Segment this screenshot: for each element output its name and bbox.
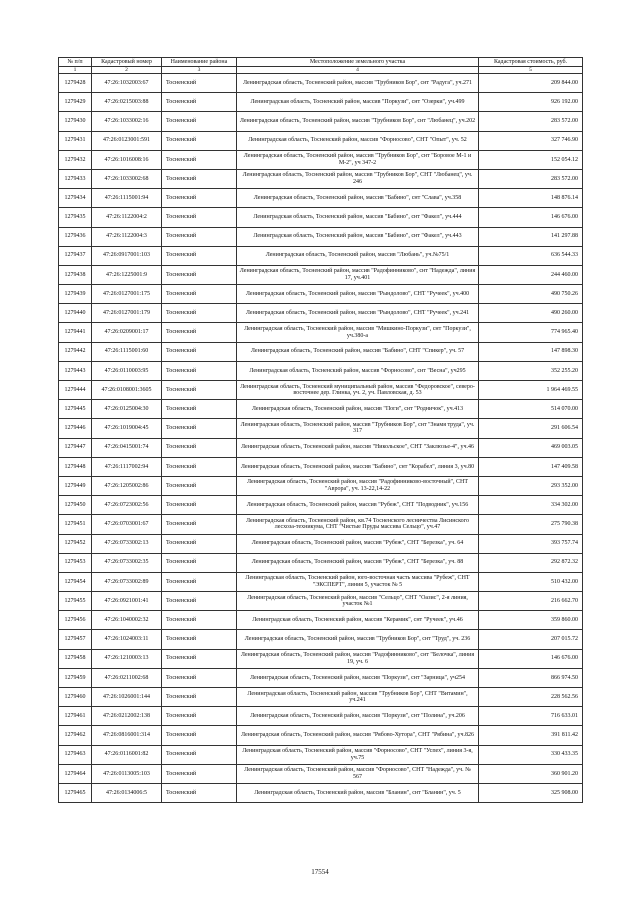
cadastral-table-container: [58, 57, 582, 803]
district-name: Тосненский: [162, 169, 237, 188]
cadastral-value: 152 054.12: [479, 150, 583, 169]
district-name: Тосненский: [162, 707, 237, 726]
cadastral-number: 47:26:0733002:13: [92, 534, 162, 553]
row-number: 1279447: [59, 438, 92, 457]
district-name: Тосненский: [162, 668, 237, 687]
cadastral-value: 490 750.26: [479, 285, 583, 304]
cadastral-value: 209 844.00: [479, 74, 583, 93]
row-number: 1279465: [59, 783, 92, 802]
cadastral-number: 47:26:0116001:82: [92, 745, 162, 764]
row-number: 1279457: [59, 630, 92, 649]
plot-location: Ленинградская область, Тосненский район, массив "Мишкино-Поркузи", снт "Поркузи", уч.380-а: [237, 323, 479, 342]
table-body: [59, 74, 583, 803]
table-row: [59, 745, 583, 764]
plot-location: Ленинградская область, Тосненский район, массив "Форносово", СНТ "Надежда", уч. № 567: [237, 764, 479, 783]
table-row: [59, 668, 583, 687]
column-index: 3: [162, 67, 237, 74]
table-row: [59, 112, 583, 131]
row-number: 1279428: [59, 74, 92, 93]
plot-location: Ленинградская область, Тосненский район, массив "Бабино", снт "Корабел", линия 3, уч.80: [237, 457, 479, 476]
table-row: [59, 189, 583, 208]
row-number: 1279450: [59, 496, 92, 515]
row-number: 1279445: [59, 400, 92, 419]
header-district: Наименование района: [162, 58, 237, 67]
cadastral-value: 293 352.00: [479, 476, 583, 495]
district-name: Тосненский: [162, 304, 237, 323]
plot-location: Ленинградская область, Тосненский муниципальный район, массив "Федоровское", северо-восточнее дер. Глинка, уч. 2, уч. Павловская, д. 53: [237, 381, 479, 400]
district-name: Тосненский: [162, 476, 237, 495]
table-row: [59, 496, 583, 515]
district-name: Тосненский: [162, 112, 237, 131]
cadastral-value: 514 070.00: [479, 400, 583, 419]
cadastral-number: 47:26:0723002:56: [92, 496, 162, 515]
table-row: [59, 764, 583, 783]
plot-location: Ленинградская область, Тосненский район, массив "Поркузи", снт "Зарница", уч254: [237, 668, 479, 687]
district-name: Тосненский: [162, 342, 237, 361]
cadastral-value: 148 876.14: [479, 189, 583, 208]
row-number: 1279442: [59, 342, 92, 361]
table-row: [59, 438, 583, 457]
cadastral-number: 47:26:1122004:2: [92, 208, 162, 227]
plot-location: Ленинградская область, Тосненский район, массив "Рубеж", СНТ "Березка", уч. 64: [237, 534, 479, 553]
plot-location: Ленинградская область, Тосненский район, массив "Бланин", снт "Бланин", уч. 5: [237, 783, 479, 802]
district-name: Тосненский: [162, 265, 237, 284]
cadastral-number: 47:26:1210003:13: [92, 649, 162, 668]
table-row: [59, 457, 583, 476]
cadastral-number: 47:26:0123001:591: [92, 131, 162, 150]
district-name: Тосненский: [162, 592, 237, 611]
row-number: 1279460: [59, 688, 92, 707]
row-number: 1279433: [59, 169, 92, 188]
table-row: [59, 342, 583, 361]
row-number: 1279451: [59, 515, 92, 534]
district-name: Тосненский: [162, 381, 237, 400]
header-location: Местоположение земельного участка: [237, 58, 479, 67]
table-row: [59, 131, 583, 150]
plot-location: Ленинградская область, Тосненский район, кв.74 Тосненского лесничества Лисинского лесхоза-техникума, СНТ "Чистые Пруды массива Сельцо", уч.47: [237, 515, 479, 534]
cadastral-number: 47:26:0110003:95: [92, 361, 162, 380]
district-name: Тосненский: [162, 764, 237, 783]
cadastral-number: 47:26:1033002:68: [92, 169, 162, 188]
row-number: 1279436: [59, 227, 92, 246]
plot-location: Ленинградская область, Тосненский район, массив "Поркузи", снт "Полина", уч.206: [237, 707, 479, 726]
cadastral-value: 244 460.00: [479, 265, 583, 284]
cadastral-number: 47:26:0921001:41: [92, 592, 162, 611]
table-row: [59, 726, 583, 745]
row-number: 1279462: [59, 726, 92, 745]
table-row: [59, 630, 583, 649]
row-number: 1279464: [59, 764, 92, 783]
header-number: № п/п: [59, 58, 92, 67]
plot-location: Ленинградская область, Тосненский район, массив "Трубников Бор", снт "Труд", уч. 236: [237, 630, 479, 649]
cadastral-value: 216 662.70: [479, 592, 583, 611]
cadastral-value: 510 432.00: [479, 572, 583, 591]
cadastral-number: 47:26:1205002:86: [92, 476, 162, 495]
table-row: [59, 419, 583, 438]
row-number: 1279440: [59, 304, 92, 323]
column-index-row: [59, 67, 583, 74]
plot-location: Ленинградская область, Тосненский район, массив "Трубников Бор", снт "Радуга", уч.271: [237, 74, 479, 93]
table-row: [59, 707, 583, 726]
plot-location: Ленинградская область, Тосненский район, массив "Рубеж", СНТ "Подводник", уч.156: [237, 496, 479, 515]
cadastral-number: 47:26:0209001:17: [92, 323, 162, 342]
header-cadastral-value: Кадастровая стоимость, руб.: [479, 58, 583, 67]
row-number: 1279448: [59, 457, 92, 476]
district-name: Тосненский: [162, 611, 237, 630]
row-number: 1279431: [59, 131, 92, 150]
row-number: 1279429: [59, 93, 92, 112]
cadastral-number: 47:26:0211002:68: [92, 668, 162, 687]
cadastral-number: 47:26:0215003:88: [92, 93, 162, 112]
cadastral-number: 47:26:1117002:94: [92, 457, 162, 476]
cadastral-value: 283 572.00: [479, 169, 583, 188]
cadastral-number: 47:26:0113005:103: [92, 764, 162, 783]
row-number: 1279437: [59, 246, 92, 265]
row-number: 1279455: [59, 592, 92, 611]
cadastral-number: 47:26:0125004:30: [92, 400, 162, 419]
district-name: Тосненский: [162, 246, 237, 265]
cadastral-number: 47:26:0917001:103: [92, 246, 162, 265]
cadastral-value: 352 255.20: [479, 361, 583, 380]
plot-location: Ленинградская область, Тосненский район, массив "Бабино", снт "Слава", уч.358: [237, 189, 479, 208]
table-row: [59, 534, 583, 553]
cadastral-value-table: [58, 57, 583, 803]
column-index: 1: [59, 67, 92, 74]
plot-location: Ленинградская область, Тосненский район, массив "Поркузи", снт "Озерки", уч.499: [237, 93, 479, 112]
district-name: Тосненский: [162, 323, 237, 342]
table-row: [59, 74, 583, 93]
cadastral-value: 275 790.38: [479, 515, 583, 534]
plot-location: Ленинградская область, Тосненский район, массив "Форносово", СНТ "Успех", линия 3-я, уч.75: [237, 745, 479, 764]
cadastral-value: 147 409.58: [479, 457, 583, 476]
district-name: Тосненский: [162, 438, 237, 457]
row-number: 1279456: [59, 611, 92, 630]
cadastral-value: 490 260.00: [479, 304, 583, 323]
district-name: Тосненский: [162, 534, 237, 553]
row-number: 1279461: [59, 707, 92, 726]
district-name: Тосненский: [162, 189, 237, 208]
column-index: 4: [237, 67, 479, 74]
row-number: 1279434: [59, 189, 92, 208]
cadastral-value: 469 003.05: [479, 438, 583, 457]
table-row: [59, 323, 583, 342]
row-number: 1279463: [59, 745, 92, 764]
plot-location: Ленинградская область, Тосненский район, массив "Рындолово", СНТ "Ручеек", уч.241: [237, 304, 479, 323]
cadastral-number: 47:26:1019004:45: [92, 419, 162, 438]
district-name: Тосненский: [162, 208, 237, 227]
cadastral-number: 47:26:1024003:11: [92, 630, 162, 649]
cadastral-value: 393 757.74: [479, 534, 583, 553]
plot-location: Ленинградская область, Тосненский район, юго-восточная часть массива "Рубеж", СНТ "ЭКСПЕРТ", линия 5, участок № 5: [237, 572, 479, 591]
cadastral-value: 716 633.01: [479, 707, 583, 726]
cadastral-number: 47:26:1115001:60: [92, 342, 162, 361]
district-name: Тосненский: [162, 553, 237, 572]
cadastral-value: 291 606.54: [479, 419, 583, 438]
district-name: Тосненский: [162, 649, 237, 668]
plot-location: Ленинградская область, Тосненский район, массив "Сельцо", СНТ "Оазис", 2-я линия, участок №1: [237, 592, 479, 611]
table-row: [59, 611, 583, 630]
cadastral-value: 325 908.00: [479, 783, 583, 802]
plot-location: Ленинградская область, Тосненский район, массив "Любань", уч.№75/1: [237, 246, 479, 265]
column-index: 5: [479, 67, 583, 74]
table-row: [59, 246, 583, 265]
plot-location: Ленинградская область, Тосненский район, массив "Трубников Бор", снт "Любанец", уч.202: [237, 112, 479, 131]
district-name: Тосненский: [162, 457, 237, 476]
table-row: [59, 572, 583, 591]
table-row: [59, 285, 583, 304]
cadastral-number: 47:26:0127001:175: [92, 285, 162, 304]
cadastral-number: 47:26:0108001:3605: [92, 381, 162, 400]
cadastral-number: 47:26:0212002:138: [92, 707, 162, 726]
table-row: [59, 304, 583, 323]
plot-location: Ленинградская область, Тосненский район, массив "Радофинниково", снт "Надежда", линия 17, уч.401: [237, 265, 479, 284]
cadastral-number: 47:26:1040002:32: [92, 611, 162, 630]
cadastral-number: 47:26:1122004:3: [92, 227, 162, 246]
cadastral-value: 292 872.32: [479, 553, 583, 572]
district-name: Тосненский: [162, 419, 237, 438]
page-number: 17554: [311, 868, 329, 876]
cadastral-value: 926 192.00: [479, 93, 583, 112]
cadastral-value: 141 297.88: [479, 227, 583, 246]
district-name: Тосненский: [162, 496, 237, 515]
cadastral-number: 47:26:1115001:94: [92, 189, 162, 208]
district-name: Тосненский: [162, 227, 237, 246]
cadastral-value: 391 811.42: [479, 726, 583, 745]
row-number: 1279439: [59, 285, 92, 304]
cadastral-number: 47:26:1225001:9: [92, 265, 162, 284]
plot-location: Ленинградская область, Тосненский район, массив "Трубников Бор", СНТ "Витамин", уч.241: [237, 688, 479, 707]
district-name: Тосненский: [162, 630, 237, 649]
row-number: 1279443: [59, 361, 92, 380]
cadastral-value: 228 562.56: [479, 688, 583, 707]
plot-location: Ленинградская область, Тосненский район, массив "Рындолово", СНТ "Ручеек", уч.400: [237, 285, 479, 304]
row-number: 1279438: [59, 265, 92, 284]
cadastral-value: 1 964 469.55: [479, 381, 583, 400]
table-row: [59, 592, 583, 611]
row-number: 1279432: [59, 150, 92, 169]
plot-location: Ленинградская область, Тосненский район, массив "Радофинниково", снт "Белочка", линия 19, уч. 6: [237, 649, 479, 668]
table-row: [59, 208, 583, 227]
table-row: [59, 688, 583, 707]
plot-location: Ленинградская область, Тосненский район, массив "Форносово", СНТ "Опыт", уч. 52: [237, 131, 479, 150]
table-row: [59, 553, 583, 572]
row-number: 1279446: [59, 419, 92, 438]
cadastral-number: 47:26:1033002:16: [92, 112, 162, 131]
plot-location: Ленинградская область, Тосненский район, массив "Поги", снт "Родничок", уч.413: [237, 400, 479, 419]
cadastral-number: 47:26:1026001:144: [92, 688, 162, 707]
cadastral-value: 146 676.00: [479, 649, 583, 668]
row-number: 1279435: [59, 208, 92, 227]
cadastral-value: 360 901.20: [479, 764, 583, 783]
table-row: [59, 649, 583, 668]
table-row: [59, 361, 583, 380]
district-name: Тосненский: [162, 74, 237, 93]
district-name: Тосненский: [162, 93, 237, 112]
row-number: 1279430: [59, 112, 92, 131]
district-name: Тосненский: [162, 361, 237, 380]
plot-location: Ленинградская область, Тосненский район, массив "Бабино", СНТ "Спикер", уч. 57: [237, 342, 479, 361]
table-row: [59, 381, 583, 400]
cadastral-number: 47:26:0703001:67: [92, 515, 162, 534]
cadastral-value: 147 898.30: [479, 342, 583, 361]
district-name: Тосненский: [162, 285, 237, 304]
plot-location: Ленинградская область, Тосненский район, массив "Трубников Бор", снт "Боровое М-1 и М-2", уч 347-2: [237, 150, 479, 169]
plot-location: Ленинградская область, Тосненский район, массив "Рябово-Хутора", СНТ "Рябина", уч.826: [237, 726, 479, 745]
cadastral-value: 636 544.33: [479, 246, 583, 265]
district-name: Тосненский: [162, 572, 237, 591]
table-row: [59, 515, 583, 534]
table-row: [59, 169, 583, 188]
row-number: 1279459: [59, 668, 92, 687]
cadastral-value: 359 860.00: [479, 611, 583, 630]
cadastral-number: 47:26:0127001:179: [92, 304, 162, 323]
row-number: 1279453: [59, 553, 92, 572]
cadastral-value: 330 433.35: [479, 745, 583, 764]
district-name: Тосненский: [162, 688, 237, 707]
district-name: Тосненский: [162, 783, 237, 802]
plot-location: Ленинградская область, Тосненский район, массив "Бабино", снт "Факел", уч.443: [237, 227, 479, 246]
district-name: Тосненский: [162, 745, 237, 764]
cadastral-value: 146 676.00: [479, 208, 583, 227]
row-number: 1279441: [59, 323, 92, 342]
district-name: Тосненский: [162, 131, 237, 150]
header-cadastral-number: Кадастровый номер: [92, 58, 162, 67]
cadastral-number: 47:26:1016008:16: [92, 150, 162, 169]
plot-location: Ленинградская область, Тосненский район, массив "Радофинниково-восточный", СНТ "Аврора", уч. 13-22,14-22: [237, 476, 479, 495]
cadastral-number: 47:26:0733002:89: [92, 572, 162, 591]
cadastral-value: 334 302.00: [479, 496, 583, 515]
cadastral-value: 283 572.00: [479, 112, 583, 131]
table-header-row: [59, 58, 583, 67]
plot-location: Ленинградская область, Тосненский район, массив "Трубников Бор", снт "Знамя труда", уч. 317: [237, 419, 479, 438]
column-index: 2: [92, 67, 162, 74]
cadastral-value: 207 015.72: [479, 630, 583, 649]
plot-location: Ленинградская область, Тосненский район, массив "Рубеж", СНТ "Березка", уч. 88: [237, 553, 479, 572]
cadastral-number: 47:26:0415001:74: [92, 438, 162, 457]
plot-location: Ленинградская область, Тосненский район, массив "Керамик", снт "Ручеек", уч.46: [237, 611, 479, 630]
plot-location: Ленинградская область, Тосненский район, массив "Бабино", снт "Факел", уч.444: [237, 208, 479, 227]
cadastral-number: 47:26:0816001:314: [92, 726, 162, 745]
cadastral-number: 47:26:0134006:5: [92, 783, 162, 802]
table-row: [59, 400, 583, 419]
row-number: 1279449: [59, 476, 92, 495]
plot-location: Ленинградская область, Тосненский район, массив "Никольское", СНТ "Заклюзье-4", уч.46: [237, 438, 479, 457]
table-row: [59, 265, 583, 284]
table-row: [59, 150, 583, 169]
row-number: 1279444: [59, 381, 92, 400]
cadastral-value: 327 746.90: [479, 131, 583, 150]
table-row: [59, 93, 583, 112]
district-name: Тосненский: [162, 515, 237, 534]
table-row: [59, 476, 583, 495]
row-number: 1279458: [59, 649, 92, 668]
district-name: Тосненский: [162, 400, 237, 419]
cadastral-value: 866 974.50: [479, 668, 583, 687]
row-number: 1279454: [59, 572, 92, 591]
district-name: Тосненский: [162, 726, 237, 745]
row-number: 1279452: [59, 534, 92, 553]
table-row: [59, 783, 583, 802]
table-row: [59, 227, 583, 246]
cadastral-number: 47:26:0733002:35: [92, 553, 162, 572]
plot-location: Ленинградская область, Тосненский район, массив "Трубников Бор", СНТ "Любанец", уч. 246: [237, 169, 479, 188]
cadastral-value: 774 965.40: [479, 323, 583, 342]
cadastral-number: 47:26:1032003:67: [92, 74, 162, 93]
plot-location: Ленинградская область, Тосненский район, массив "Форносово", снт "Весна", уч295: [237, 361, 479, 380]
district-name: Тосненский: [162, 150, 237, 169]
